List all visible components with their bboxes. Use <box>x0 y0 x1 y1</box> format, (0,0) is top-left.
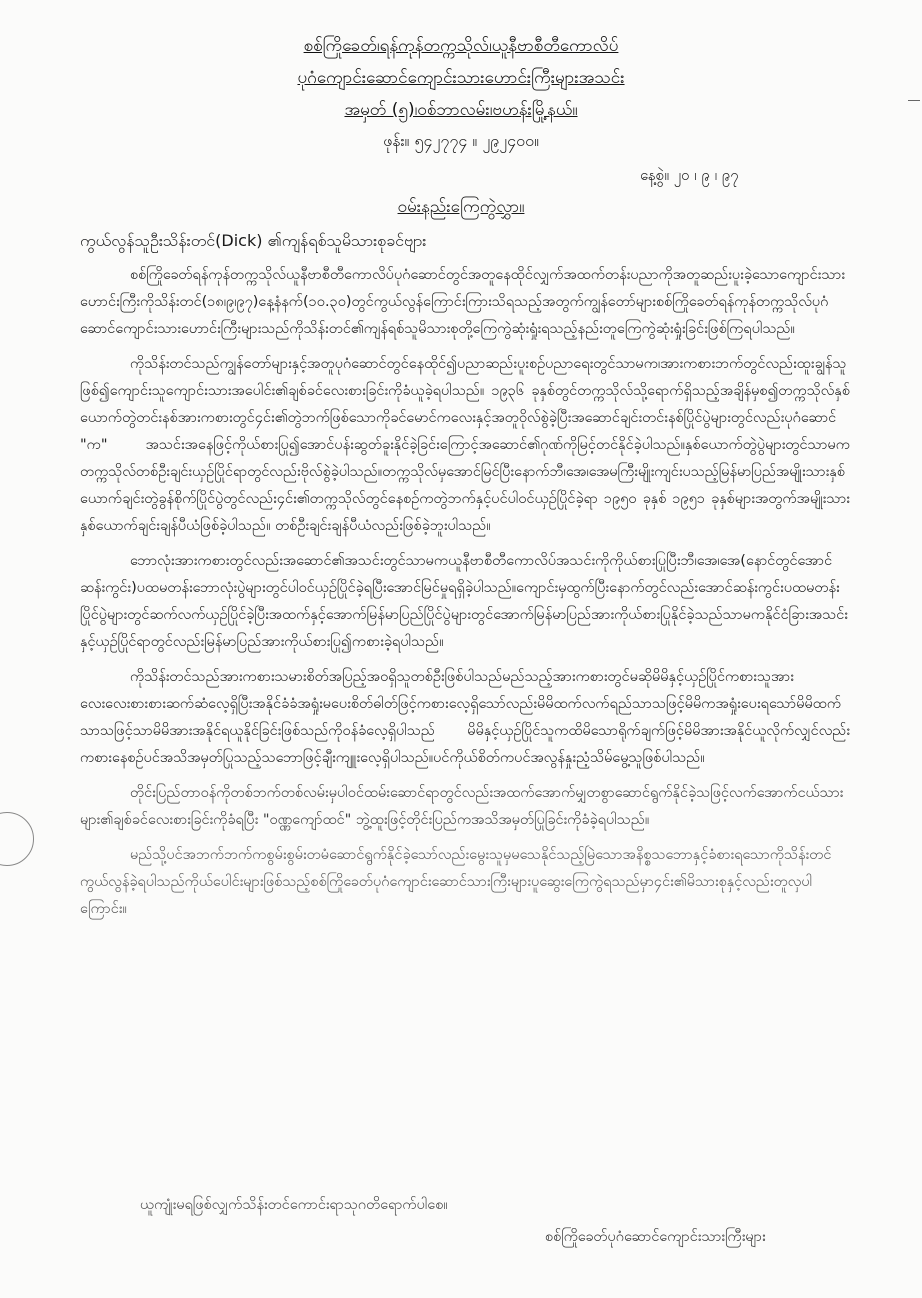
letter-closing: ယူကျုံးမရဖြစ်လျှက်သိန်းတင်ကောင်းရာသုဂတိရောက်ပါစေ။ <box>140 1197 448 1213</box>
body-paragraph: ဘောလုံးအားကစားတွင်လည်းအဆောင်၏အသင်းတွင်သာမကယူနီဗာစီတီကောလိပ်အသင်းကိုကိုယ်စားပြုပြီးဘီ၊အေ၊အေ(နောင်တွင်အောင်ဆန်းကွင်း)ပထမတန်းဘောလုံးပွဲများတွင်ပါဝင်ယှဉ်ပြိုင်ခဲ့ရပြီးအောင်မြင်မှုရရှိခဲ့ပါသည်။ကျောင်းမှထွက်ပြီးနောက်တွင်လည်းအောင်ဆန်းကွင်းပထမတန်းပြိုင်ပွဲများတွင်ဆက်လက်ယှဉ်ပြိုင်ခဲ့ပြီးအထက်နှင့်အောက်မြန်မာပြည်ပြိုင်ပွဲများတွင်အောက်မြန်မာပြည်အားကိုယ်စားပြုနိုင်ခဲ့သည်သာမကနိုင်ငံခြားအသင်းနှင့်ယှဉ်ပြိုင်ရာတွင်လည်းမြန်မာပြည်အားကိုယ်စားပြု၍ကစားခဲ့ရပါသည်။ <box>80 553 848 650</box>
letter-signature: စစ်ကြိုခေတ်ပုဂံဆောင်ကျောင်းသားကြီးများ <box>545 1229 766 1245</box>
body-paragraph: စစ်ကြိုခေတ်ရန်ကုန်တက္ကသိုလ်ယူနီဗာစီတီကောလိပ်ပုဂံဆောင်တွင်အတူနေထိုင်လျှက်အထက်တန်းပညာကိုအတူဆည်းပူးခဲ့သောကျောင်းသားဟောင်းကြီးကိုသိန်းတင်(၁၈၊၉၊၉၇)နေ့နံနက်(၁၀.၃၀)တွင်ကွယ်လွန်ကြောင်းကြားသိရသည့်အတွက်ကျွန်တော်များစစ်ကြိုခေတ်ရန်ကုန်တက္ကသိုလ်ပုဂံဆောင်ကျောင်းသားဟောင်းကြီးများသည်ကိုသိန်းတင်၏ကျန်ရစ်သူမိသားစုတို့ကြေကွဲဆုံးရှုံးရသည့်နည်းတူကြေကွဲဆုံးရှုံးခြင်းဖြစ်ကြရပါသည်။ <box>80 267 846 337</box>
body-paragraph: ကိုသိန်းတင်သည်ကျွန်တော်များနှင့်အတူပုဂံဆောင်တွင်နေထိုင်၍ပညာဆည်းပူးစဉ်ပညာရေးတွင်သာမက၊အားကစားဘက်တွင်လည်းထူးချွန်သူဖြစ်၍ကျောင်းသူကျောင်းသားအပေါင်း၏ချစ်ခင်လေးစားခြင်းကိုခံယူခဲ့ရပါသည်။ ၁၉၃၆ ခုနှစ်တွင်တက္ကသိုလ်သို့ရောက်ရှိသည့်အချိန်မှစ၍တက္ကသိုလ်နှစ်ယောက်တွဲတင်းနစ်အားကစားတွင်၄င်း၏တွဲဘက်ဖြစ်သောကိုခင်မောင်ကလေးနှင့်အတူဝိုလ်စွဲခဲ့ပြီးအဆောင်ချင်းတင်းနစ်ပြိုင်ပွဲများတွင်လည်းပုဂံဆောင် "က" အသင်းအနေဖြင့်ကိုယ်စားပြု၍အောင်ပန်းဆွတ်ခူးနိုင်ခဲ့ခြင်းကြောင့်အဆောင်၏ဂုဏ်ကိုမြင့်တင်နိုင်ခဲ့ပါသည်။နှစ်ယောက်တွဲပွဲများတွင်သာမကတက္ကသိုလ်တစ်ဦးချင်းယှဉ်ပြိုင်ရာတွင်လည်းဗိုလ်စွဲခဲ့ပါသည်။တက္ကသိုလ်မှအောင်မြင်ပြီးနောက်ဘီ၊အေ၊အေမကြီးမျိုးကျင်းပသည့်မြန်မာပြည်အမျိုးသားနှစ်ယောက်ချင်းတွဲခွန်စိုက်ပြိုင်ပွဲတွင်လည်း၄င်း၏တက္ကသိုလ်တွင်နေစဉ်ကတွဲဘက်နှင့်ပင်ပါဝင်ယှဉ်ပြိုင်ခဲ့ရာ ၁၉၅၀ ခုနှစ် ၁၉၅၁ ခုနှစ်များအတွက်အမျိုးသားနှစ်ယောက်ချင်းချန်ပီယံဖြစ်ခဲ့ပါသည်။ တစ်ဦးချင်းချန်ပီယံလည်းဖြစ်ခဲ့ဘူးပါသည်။ <box>80 356 850 534</box>
letter-subject: ဝမ်းနည်းကြေကွဲလွှာ။ <box>397 197 525 217</box>
letterhead-phone: ဖုန်း။ ၅၄၂၇၇၄ ။ ၂၉၂၄၀၀။ <box>383 131 539 150</box>
letter-body <box>80 262 850 931</box>
letterhead <box>0 30 922 156</box>
punch-hole-mark <box>0 812 34 866</box>
letter-salutation: ကွယ်လွန်သူဦးသိန်းတင်(Dick) ၏ကျန်ရစ်သူမိသားစုခင်ဗျား <box>80 231 427 250</box>
letterhead-association: ပုဂံကျောင်းဆောင်ကျောင်းသားဟောင်းကြီးများအသင်း <box>297 68 625 88</box>
letter-date: နေ့စွဲ။ ၂၀ ၊ ၉ ၊ ၉၇ <box>640 166 739 184</box>
body-paragraph: တိုင်းပြည်တာဝန်ကိုတစ်ဘက်တစ်လမ်းမှပါဝင်ထမ်းဆောင်ရာတွင်လည်းအထက်အောက်မျှတစွာဆောင်ရွက်နိုင်ခဲ့သဖြင့်လက်အောက်ငယ်သားများ၏ချစ်ခင်လေးစားခြင်းကိုခံရပြီး "ဝဏ္ဏကျော်ထင်" ဘွဲ့ထူးဖြင့်တိုင်းပြည်ကအသိအမှတ်ပြုခြင်းကိုခံခဲ့ရပါသည်။ <box>80 785 844 828</box>
letterhead-address: အမှတ် (၅)၊ဝစ်ဘာလမ်း၊ဗဟန်းမြို့နယ်။ <box>344 100 578 120</box>
body-paragraph: မည်သို့ပင်အဘက်ဘက်ကစွမ်းစွမ်းတမံဆောင်ရွက်နိုင်ခဲ့သော်လည်းမွေးသူမှမသေနိုင်သည့်မြဲသောအနိစ္စသဘောနှင့်ခံစားရသောကိုသိန်းတင်ကွယ်လွန်ခဲ့ရပါသည်ကိုယ်ပေါင်းများဖြစ်သည့်စစ်ကြိုခေတ်ပုဂံကျောင်းဆောင်သားကြီးများပူဆွေးကြေကွဲရသည်မှာ၄င်း၏မိသားစုနှင့်လည်းတူလှပါကြောင်း။ <box>80 847 832 917</box>
body-paragraph: ကိုသိန်းတင်သည်အားကစားသမားစိတ်အပြည့်အဝရှိသူတစ်ဦးဖြစ်ပါသည်မည်သည့်အားကစားတွင်မဆိုမိမိနှင့်ယှဉ်ပြိုင်ကစားသူအားလေးလေးစားစားဆက်ဆံလေ့ရှိပြီးအနိုင်ခံခံအရှုံးမပေးစိတ်ဓါတ်ဖြင့်ကစားလေ့ရှိသော်လည်းမိမိထက်လက်ရည်သာသဖြင့်မိမိကအရှုံးပေးရသော်မိမိထက်သာသဖြင့်သာမိမိအားအနိုင်ရယူနိုင်ခြင်းဖြစ်သည်ကိုဝန်ခံလေ့ရှိပါသည် မိမိနှင့်ယှဉ်ပြိုင်သူကထိမိသောရိုက်ချက်ဖြင့်မိမိအားအနိုင်ယူလိုက်လျှင်လည်းကစားနေစဉ်ပင်အသိအမှတ်ပြုသည့်သဘောဖြင့်ချီးကျူးလေ့ရှိပါသည်။ပင်ကိုယ်စိတ်ကပင်အလွန်နှုးညံ့သိမ်မွေ့သူဖြစ်ပါသည်။ <box>80 669 850 766</box>
letterhead-organization: စစ်ကြိုခေတ်၊ရန်ကုန်တက္ကသိုလ်၊ယူနီဗာစီတီကောလိပ် <box>303 36 619 56</box>
